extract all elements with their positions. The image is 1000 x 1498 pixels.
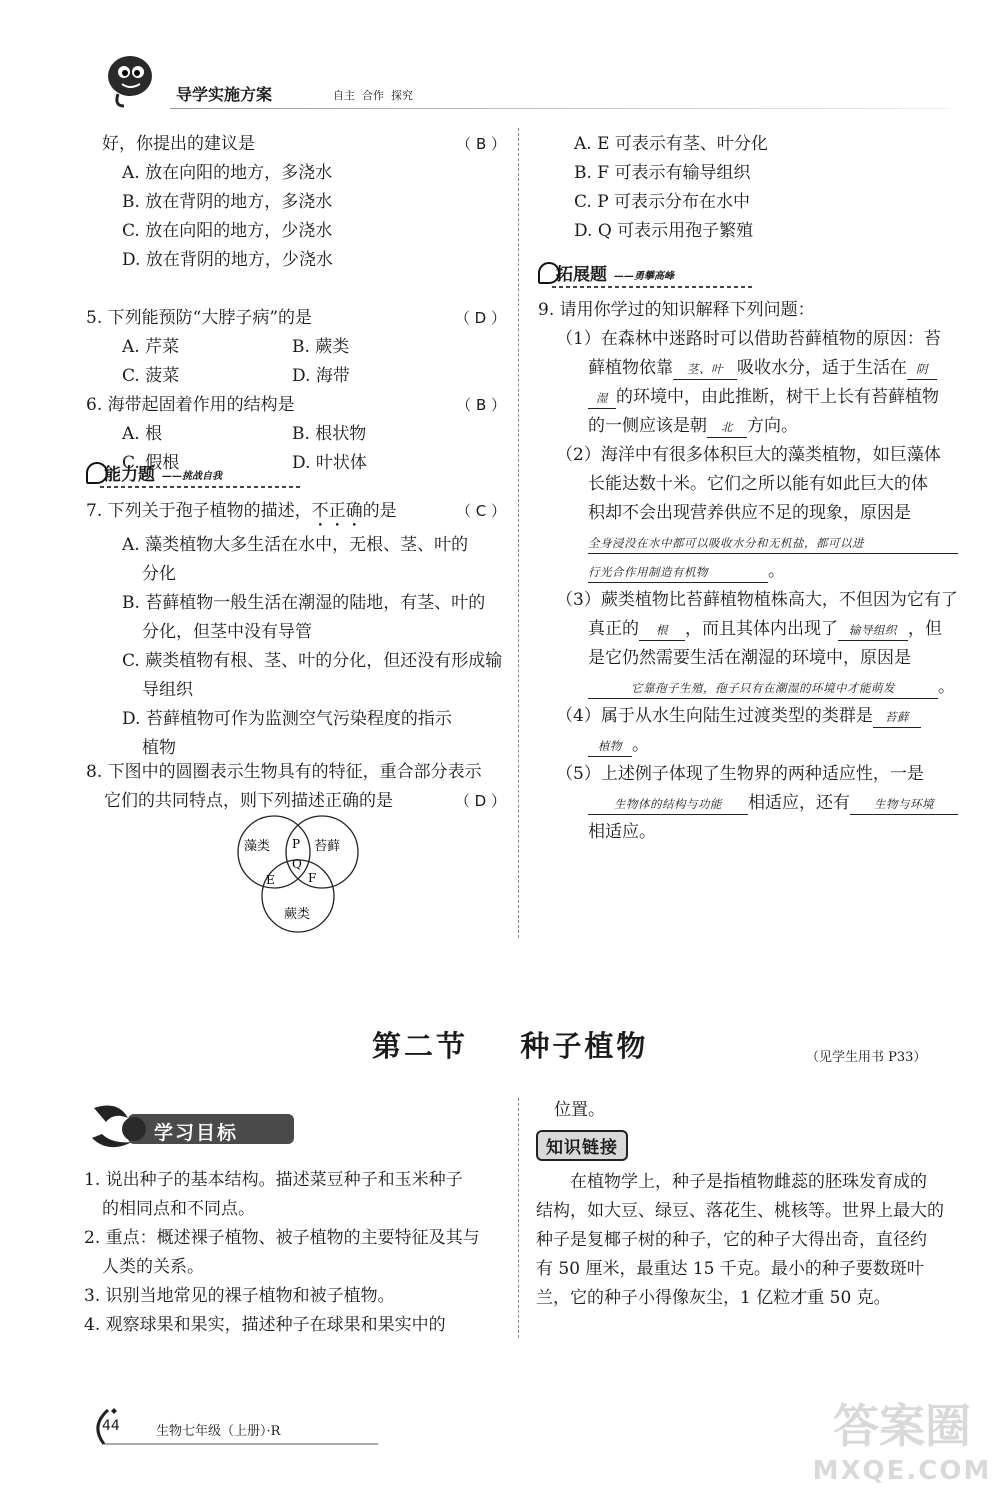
goal-4: 4. 观察球果和果实，描述种子在球果和果实中的 — [84, 1315, 446, 1335]
q9-p1-blank-1: 茎、叶 — [673, 359, 737, 380]
q4-option-d: D. 放在背阴的地方，少浇水 — [122, 250, 333, 270]
question-4 — [86, 130, 506, 275]
q9-p4-blank-2: 植物 — [588, 736, 632, 757]
knowledge-link-tag — [536, 1130, 628, 1161]
q9-p1-text-c: 的环境中，由此推断，树干上长有苔藓植物 — [616, 387, 939, 407]
q4-answer: （ B ） — [456, 135, 506, 153]
venn-label-q: Q — [292, 857, 302, 871]
link-line-2: 结构，如大豆、绿豆、落花生、桃核等。世界上最大的 — [536, 1201, 944, 1221]
q9-p1-blank-2b: 湿 — [588, 388, 616, 409]
q9-p3-line3: 是它仍然需要生活在潮湿的环境中，原因是 — [588, 648, 911, 668]
ability-tail: ——挑战自我 — [162, 471, 222, 482]
q7-option-a-cont: 分化 — [142, 564, 176, 584]
venn-label-algae: 藻类 — [244, 839, 271, 854]
ability-banner — [86, 458, 346, 488]
q9-part-5 — [538, 760, 958, 847]
question-7 — [86, 497, 506, 763]
q9-p1-text-a: 藓植物依靠 — [588, 358, 673, 378]
link-line-4: 有 50 厘米，最重达 15 千克。最小的种子要数斑叶 — [536, 1259, 924, 1279]
q8-options — [538, 130, 958, 246]
question-9 — [538, 296, 958, 847]
q7-stem-pre: 7. 下列关于孢子植物的描述， — [86, 501, 312, 521]
q9-p5-blank-1: 生物体的结构与功能 — [588, 794, 748, 815]
q9-p5-text-mid: 相适应，还有 — [748, 793, 850, 813]
q4-stem: 好，你提出的建议是 — [102, 134, 255, 154]
q8-stem-line2: 它们的共同特点，则下列描述正确的是 — [104, 791, 393, 811]
goal-4-carry: 位置。 — [554, 1100, 605, 1120]
q7-option-a: A. 藻类植物大多生活在水中，无根、茎、叶的 — [122, 535, 469, 555]
q8-option-d: D. Q 可表示用孢子繁殖 — [574, 221, 754, 241]
q9-p1-line1: （1）在森林中迷路时可以借助苔藓植物的原因：苔 — [556, 329, 941, 349]
q8-stem-line1: 8. 下图中的圆圈表示生物具有的特征，重合部分表示 — [86, 762, 482, 782]
venn-label-p: P — [292, 837, 301, 851]
q9-p1-text-d: 的一侧应该是朝 — [588, 416, 707, 436]
q9-p2-line2: 长能达数十米。它们之所以能有如此巨大的体 — [588, 474, 928, 494]
q7-option-d-cont: 植物 — [142, 738, 176, 758]
q9-p3-text-c: ，但 — [908, 619, 942, 639]
goal-2-cont: 人类的关系。 — [102, 1257, 204, 1277]
column-divider — [518, 128, 519, 938]
q5-stem: 5. 下列能预防“大脖子病”的是 — [86, 308, 313, 328]
q5-answer: （ D ） — [454, 309, 506, 327]
q8-answer: （ D ） — [454, 792, 506, 810]
q9-part-2 — [538, 441, 958, 586]
q6-stem: 6. 海带起固着作用的结构是 — [86, 395, 295, 415]
q9-p3-end: 。 — [938, 677, 955, 697]
mascot-logo — [100, 48, 162, 110]
section-reference: （见学生用书 P33） — [806, 1050, 927, 1065]
q9-p1-text-e: 方向。 — [747, 416, 798, 436]
q9-p2-end: 。 — [768, 561, 785, 581]
q6-option-a: A. 根 — [122, 424, 163, 444]
header-title: 导学实施方案 — [176, 85, 273, 104]
watermark-line1: 答案圈 — [833, 1399, 971, 1453]
goal-1: 1. 说出种子的基本结构。描述菜豆种子和玉米种子 — [84, 1170, 463, 1190]
q9-p4-text-a: （4）属于从水生向陆生过渡类型的类群是 — [556, 706, 873, 726]
q9-part-1 — [538, 325, 958, 441]
question-5 — [86, 304, 506, 391]
question-8 — [86, 758, 506, 816]
q9-part-4 — [538, 702, 958, 760]
q5-option-d: D. 海带 — [292, 366, 350, 386]
q9-p2-line1: （2）海洋中有很多体积巨大的藻类植物，如巨藻体 — [556, 445, 941, 465]
q9-p3-text-a: 真正的 — [588, 619, 639, 639]
q7-stem-emphasis: 不正确 — [311, 501, 363, 521]
q7-option-c-cont: 导组织 — [142, 680, 193, 700]
book-title: 生物七年级（上册）·R — [156, 1424, 281, 1439]
venn-label-e: E — [266, 873, 275, 887]
knowledge-link-label: 知识链接 — [546, 1138, 618, 1158]
q5-option-b: B. 蕨类 — [292, 337, 350, 357]
q9-part-3 — [538, 586, 958, 702]
q9-p3-blank-1: 根 — [639, 620, 685, 641]
q9-p5-line1: （5）上述例子体现了生物界的两种适应性，一是 — [556, 764, 924, 784]
q9-p2-blank-1: 全身浸没在水中都可以吸收水分和无机盐，都可以进 — [588, 533, 958, 554]
link-line-1: 在植物学上，种子是指植物雌蕊的胚珠发育成的 — [570, 1172, 927, 1192]
watermark — [812, 1390, 992, 1486]
goal-1-cont: 的相同点和不同点。 — [102, 1199, 255, 1219]
q7-stem-post: 的是 — [362, 501, 397, 521]
goals-list — [84, 1166, 504, 1340]
lower-column-divider — [518, 1098, 519, 1338]
q8-option-b: B. F 可表示有输导组织 — [574, 163, 751, 183]
q7-option-c: C. 蕨类植物有根、茎、叶的分化，但还没有形成输 — [122, 651, 503, 671]
q5-option-c: C. 菠菜 — [122, 366, 180, 386]
q6-option-c: C. 假根 — [122, 453, 180, 473]
q4-option-a: A. 放在向阳的地方，多浇水 — [122, 163, 333, 183]
q9-p1-text-b: 吸收水分，适于生活在 — [737, 358, 907, 378]
q9-p4-blank-1: 苔藓 — [873, 707, 921, 728]
q4-option-c: C. 放在向阳的地方，少浇水 — [122, 221, 333, 241]
goals-label: 学习目标 — [154, 1122, 239, 1144]
q9-p2-line3: 积却不会出现营养供应不足的现象，原因是 — [588, 503, 911, 523]
extend-banner — [538, 258, 778, 288]
knowledge-link-body — [536, 1168, 956, 1313]
q4-option-b: B. 放在背阴的地方，多浇水 — [122, 192, 333, 212]
goal-2: 2. 重点：概述裸子植物、被子植物的主要特征及其与 — [84, 1228, 480, 1248]
extend-label: 拓展题 — [556, 265, 607, 285]
venn-label-fern: 蕨类 — [284, 907, 311, 922]
extend-tail: ——勇攀高峰 — [614, 271, 674, 282]
q9-p5-blank-2: 生物与环境 — [850, 794, 958, 815]
ability-label: 能力题 — [104, 465, 155, 485]
q7-option-b: B. 苔藓植物一般生活在潮湿的陆地，有茎、叶的 — [122, 593, 486, 613]
watermark-line2: MXQE.COM — [812, 1456, 992, 1486]
link-line-5: 兰，它的种子小得像灰尘，1 亿粒才重 50 克。 — [536, 1288, 891, 1308]
q9-p2-blank-2: 行光合作用制造有机物 — [588, 562, 768, 583]
header-subtitle: 自主 合作 探究 — [333, 89, 413, 102]
header-divider — [170, 108, 950, 109]
q9-stem: 9. 请用你学过的知识解释下列问题： — [538, 300, 815, 320]
goal-3: 3. 识别当地常见的裸子植物和被子植物。 — [84, 1286, 395, 1306]
q9-p3-blank-3: 它靠孢子生殖，孢子只有在潮湿的环境中才能萌发 — [588, 678, 938, 699]
goals-banner — [88, 1098, 298, 1154]
q5-option-a: A. 芹菜 — [122, 337, 180, 357]
q9-p3-text-b: ，而且其体内出现了 — [685, 619, 838, 639]
q8-option-a: A. E 可表示有茎、叶分化 — [574, 134, 768, 154]
q9-p4-end: 。 — [632, 735, 649, 755]
q9-p5-end: 相适应。 — [588, 822, 656, 842]
q9-p3-blank-2: 输导组织 — [838, 620, 908, 641]
section-title: 第二节 种子植物 — [372, 1029, 649, 1063]
venn-label-moss: 苔藓 — [314, 839, 341, 854]
page-number: 44 — [102, 1418, 120, 1434]
q6-option-b: B. 根状物 — [292, 424, 367, 444]
q7-answer: （ C ） — [455, 502, 506, 520]
q7-option-d: D. 苔藓植物可作为监测空气污染程度的指示 — [122, 709, 452, 729]
venn-label-f: F — [308, 871, 317, 885]
q8-option-c: C. P 可表示分布在水中 — [574, 192, 751, 212]
q6-answer: （ B ） — [456, 396, 506, 414]
q6-option-d: D. 叶状体 — [292, 453, 367, 473]
link-line-3: 种子是复椰子树的种子，它的种子大得出奇，直径约 — [536, 1230, 927, 1250]
q9-p3-line1: （3）蕨类植物比苔藓植物植株高大，不但因为它有了 — [556, 590, 958, 610]
q9-p1-blank-3: 北 — [707, 417, 747, 438]
q7-option-b-cont: 分化，但茎中没有导管 — [142, 622, 312, 642]
venn-diagram — [228, 812, 368, 940]
q9-p1-blank-2a: 阴 — [907, 359, 937, 380]
